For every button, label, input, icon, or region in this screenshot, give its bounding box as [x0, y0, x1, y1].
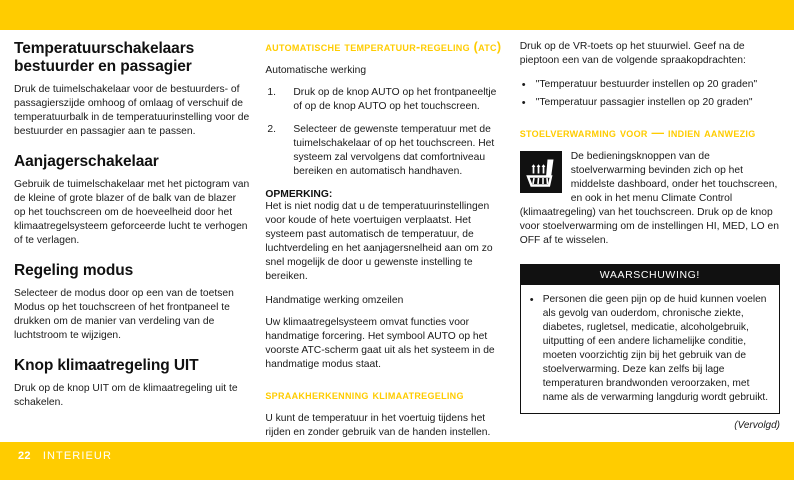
subheading-manual-override: Handmatige werking omzeilen	[265, 294, 404, 306]
paragraph-seat-heating: De bedieningsknoppen van de stoelverwarming bevinden zich op het middelste dashboard, onder het touchscreen, en ook in het menu Climate Control (klimaatregeling) van het touchscreen. Druk op de knop voor stoelverwarming om de instellingen HI, MED, LO en OFF af te wisselen.	[519, 150, 779, 247]
heading-temperature-switches: Temperatuurschakelaars bestuurder en passagier	[14, 40, 195, 75]
step-number: 1.	[267, 86, 276, 98]
list-item: • "Temperatuur bestuurder instellen op 20 graden"	[520, 78, 780, 92]
page-content	[0, 40, 794, 438]
step-text: Druk op de knop AUTO op het frontpaneeltje of op de knop AUTO op het touchscreen.	[293, 86, 497, 112]
atc-steps-list	[265, 86, 501, 179]
top-accent-bar	[0, 0, 794, 30]
subheading-automatic-operation: Automatische werking	[265, 64, 367, 76]
step-number: 2.	[267, 123, 276, 135]
warning-title: WAARSCHUWING!	[521, 265, 779, 285]
heading-blower-switch: Aanjagerschakelaar	[14, 152, 159, 170]
heading-front-seat-heating: stoelverwarming voor — indien aanwezig	[519, 126, 756, 140]
list-item	[265, 86, 501, 114]
heading-atc: automatische temperatuur-regeling (atc)	[265, 40, 502, 54]
seat-heater-block	[520, 150, 780, 259]
left-column	[14, 40, 265, 438]
warning-body	[521, 285, 779, 413]
heading-control-mode: Regeling modus	[14, 261, 134, 279]
list-item	[265, 123, 501, 179]
paragraph-manual-override: Uw klimaatregelsysteem omvat functies voor handmatige forcering. Het symbool AUTO op het voorste ATC-scherm gaat uit als het systeem in de handmatige modus staat.	[265, 316, 495, 370]
paragraph-climate-off-button: Druk op de knop UIT om de klimaatregeling uit te schakelen.	[14, 382, 238, 408]
paragraph-temperature-switches: Druk de tuimelschakelaar voor de bestuurders- of passagierszijde omhoog of omlaag of verschuif de temperatuurbalk in de temperatuurinstelling voor de bestuurder en passagier aan te passen.	[14, 83, 250, 137]
voice-commands-list	[520, 78, 780, 110]
section-name: INTERIEUR	[42, 450, 113, 462]
heading-climate-off-button: Knop klimaatregeling UIT	[14, 356, 199, 374]
right-column	[518, 40, 780, 438]
continued-note: (Vervolgd)	[734, 420, 780, 432]
footer	[18, 450, 112, 462]
bottom-accent-bar	[0, 442, 794, 480]
middle-column	[265, 40, 517, 438]
paragraph-voice-recognition: U kunt de temperatuur in het voertuig tijdens het rijden en zonder gebruik van de handen instellen.	[265, 412, 491, 438]
seat-heater-icon	[520, 151, 562, 193]
note-label: OPMERKING:	[265, 188, 333, 200]
step-text: Selecteer de gewenste temperatuur met de tuimelschakelaar of op het touchscreen. Het systeem zal vervolgens dat comfortniveau bereiken en automatisch handhaven.	[293, 123, 495, 177]
note-text: Het is niet nodig dat u de temperatuurinstellingen voor koude of hete voertuigen verplaatst. Het systeem past automatisch de temperatuur, de luchtverdeling en het aanjagersnelheid aan om zo snel mogelijk de door u gewenste instelling te bereiken.	[265, 200, 493, 282]
paragraph-control-mode: Selecteer de modus door op een van de toetsen Modus op het touchscreen of het frontpaneel te drukken om de manier van verdeling van de luchtstroom te wijzigen.	[14, 287, 234, 341]
warning-box	[520, 264, 780, 414]
list-item: • "Temperatuur passagier instellen op 20 graden"	[520, 96, 780, 110]
warning-list	[528, 293, 770, 404]
paragraph-vr-button: Druk op de VR-toets op het stuurwiel. Geef na de pieptoon een van de volgende spraakopdrachten:	[519, 41, 746, 66]
list-item: • Personen die geen pijn op de huid kunnen voelen als gevolg van ouderdom, chronische ziekte, diabetes, rugletsel, medicatie, alcoholgebruik, uitputting of een andere lichamelijke conditie, moeten voorzichtig zijn bij het gebruik van de stoelverwarming. Deze kan zelfs bij lage temperaturen brandwonden veroorzaken, met name als de verwarming langdurig wordt gebruikt.	[528, 293, 770, 404]
paragraph-blower-switch: Gebruik de tuimelschakelaar met het pictogram van de kleine of grote blazer of de balk van de blazer op het touchscreen om de hoeveelheid door het klimaatregelsysteem geforceerde lucht te verhogen of te verlagen.	[14, 178, 250, 246]
heading-voice-recognition: spraakherkenning klimaatregeling	[265, 387, 464, 402]
page-number: 22	[18, 450, 31, 462]
